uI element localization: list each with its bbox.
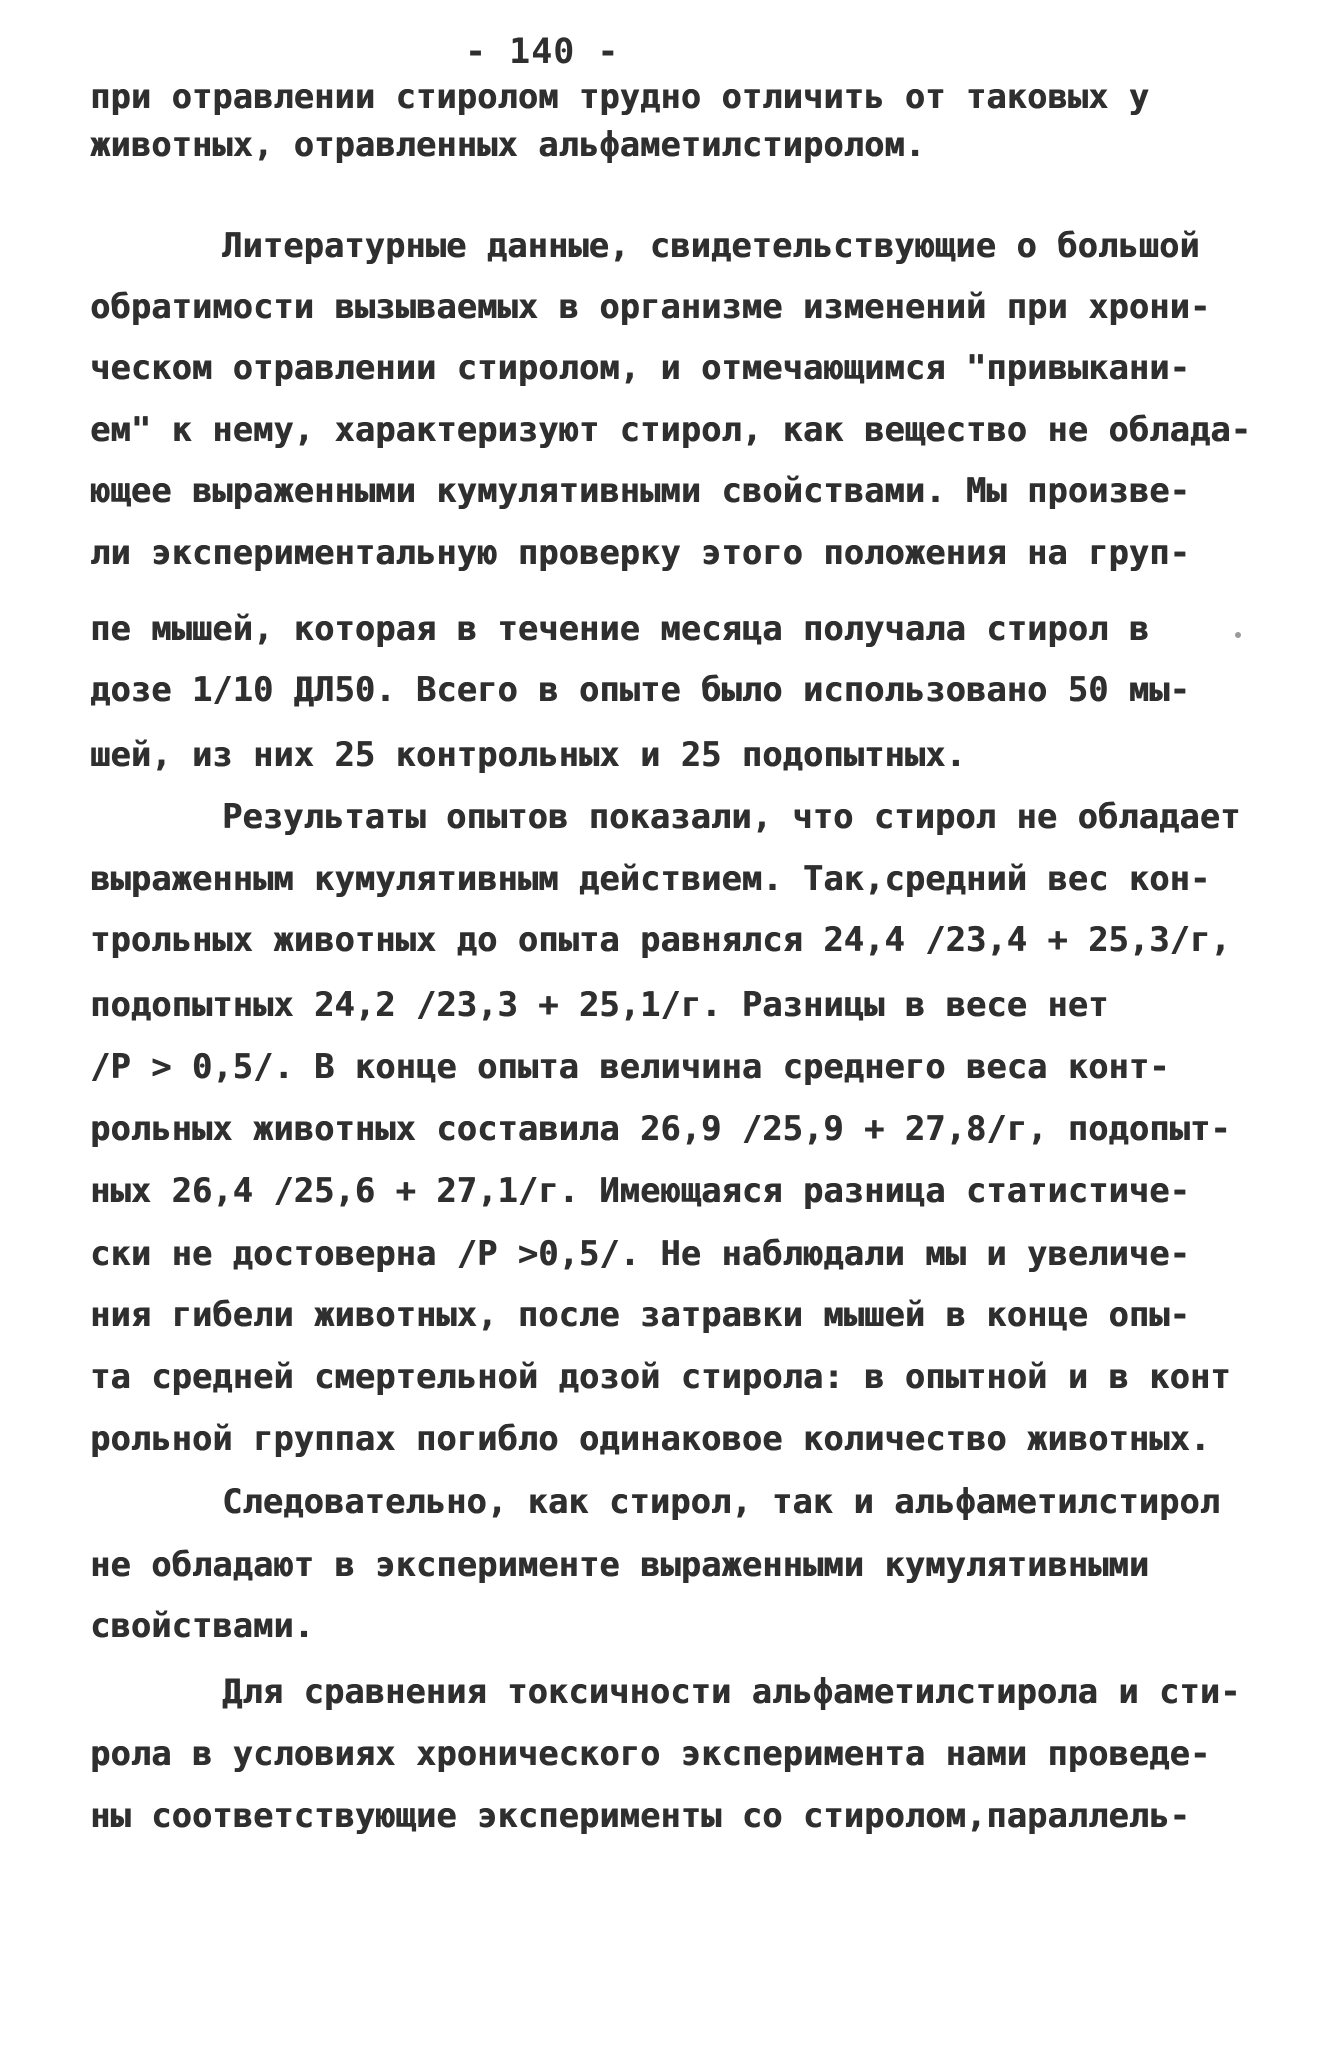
text-line: рольной группах погибло одинаковое количество животных. (90, 1419, 1211, 1458)
text-line: /Р > 0,5/. В конце опыта величина среднего веса конт- (90, 1047, 1170, 1086)
paragraph-first-line: Литературные данные, свидетельствующие о большой (222, 226, 1200, 265)
text-line: ли экспериментальную проверку этого положения на груп- (90, 533, 1190, 572)
text-line: та средней смертельной дозой стирола: в опытной и в конт (90, 1357, 1231, 1396)
text-line: пе мышей, которая в течение месяца получала стирол в (90, 609, 1150, 648)
text-line: свойствами. (90, 1606, 315, 1645)
text-line: рола в условиях хронического эксперимента нами проведе- (90, 1734, 1211, 1773)
text-line: ных 26,4 /25,6 + 27,1/г. Имеющаяся разница статистиче- (90, 1171, 1190, 1210)
text-line: рольных животных составила 26,9 /25,9 + 27,8/г, подопыт- (90, 1109, 1231, 1148)
page-number: - 140 - (465, 32, 620, 72)
text-line: при отравлении стиролом трудно отличить от таковых у (90, 77, 1150, 116)
scan-speck (1235, 632, 1241, 638)
paragraph-first-line: Результаты опытов показали, что стирол не обладает (222, 797, 1241, 836)
text-line: животных, отравленных альфаметилстиролом. (90, 125, 926, 164)
text-line: подопытных 24,2 /23,3 + 25,1/г. Разницы в весе нет (90, 985, 1109, 1024)
text-line: ющее выраженными кумулятивными свойствами. Мы произве- (90, 471, 1190, 510)
text-line: ски не достоверна /Р >0,5/. Не наблюдали мы и увеличе- (90, 1234, 1190, 1273)
text-line: не обладают в эксперименте выраженными кумулятивными (90, 1545, 1150, 1584)
paragraph-first-line: Следовательно, как стирол, так и альфаметилстирол (222, 1482, 1221, 1521)
text-line: ем" к нему, характеризуют стирол, как вещество не облада- (90, 410, 1252, 449)
paragraph-first-line: Для сравнения токсичности альфаметилстирола и сти- (222, 1672, 1241, 1711)
text-line: ческом отравлении стиролом, и отмечающимся "привыкани- (90, 348, 1190, 387)
text-line: трольных животных до опыта равнялся 24,4 /23,4 + 25,3/г, (90, 920, 1231, 959)
text-line: обратимости вызываемых в организме изменений при хрони- (90, 287, 1211, 326)
text-line: ны соответствующие эксперименты со стиролом,параллель- (90, 1796, 1190, 1835)
text-line: ния гибели животных, после затравки мышей в конце опы- (90, 1295, 1190, 1334)
text-line: дозе 1/10 ДЛ50. Всего в опыте было использовано 50 мы- (90, 670, 1190, 709)
text-line: выраженным кумулятивным действием. Так,средний вес кон- (90, 859, 1211, 898)
text-line: шей, из них 25 контрольных и 25 подопытных. (90, 735, 966, 774)
